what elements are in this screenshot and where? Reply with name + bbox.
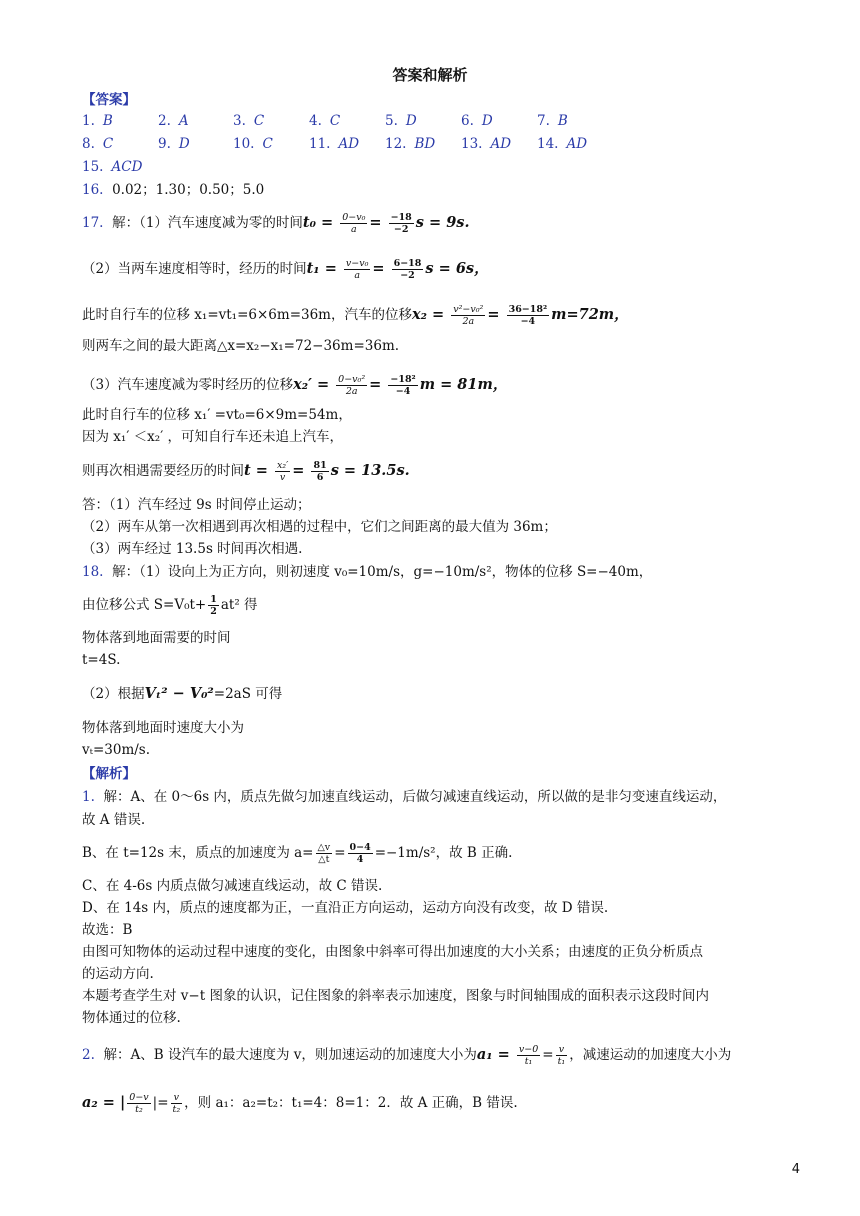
answer-item — [537, 133, 587, 156]
answer-item — [461, 133, 511, 156]
q17-line-1: 17. 解：（1）汽车速度减为零的时间t₀ = $\frac{\text{0−v₀}}{a}$ = $\frac{-18}{-2}$ s = 9s. — [82, 212, 470, 235]
q17-answer-2: （2）两车从第一次相遇到再次相遇的过程中，它们之间距离的最大值为 36m； — [82, 519, 557, 535]
e1-line-2: 故 A 错误. — [82, 812, 146, 828]
answer-number: 4. — [309, 113, 322, 129]
answer-number: 13. — [461, 136, 483, 152]
q17-line-5: （3）汽车速度减为零时经历的位移x₂′ = $\frac{\text{0−v₀²}}{2a}$ = $\frac{\text{−18²}}{-4}$ m = 81m， — [82, 374, 508, 397]
answer-16-text: 0.02；1.30；0.50；5.0 — [112, 182, 265, 198]
e1-line-7: 由图可知物体的运动过程中速度的变化，由图象中斜率可得出加速度的大小关系；由速度的正负分析质点 — [82, 944, 703, 960]
q18-line-2: 由位移公式 S=V₀t+ $\frac{1}{2}$ at² 得 — [82, 594, 258, 617]
q17-answer-3: （3）两车经过 13.5s 时间再次相遇. — [82, 541, 303, 557]
answer-value: C — [329, 113, 341, 129]
answer-value: C — [253, 113, 265, 129]
q17-line-6: 此时自行车的位移 x₁′ =vt₀=6×9m=54m， — [82, 407, 352, 423]
answer-item — [385, 110, 417, 133]
answer-number: 2. — [158, 113, 171, 129]
solution-number: 18. — [82, 564, 104, 580]
page-number: 4 — [791, 1162, 800, 1177]
answer-item — [82, 133, 113, 156]
answer-value: BD — [414, 136, 436, 152]
answer-item — [461, 110, 493, 133]
answer-item — [309, 110, 340, 133]
page-title: 答案和解析 — [392, 66, 468, 84]
e1-line-4: C、在 4-6s 内质点做匀减速直线运动，故 C 错误. — [82, 878, 383, 894]
e1-line-5: D、在 14s 内，质点的速度都为正，一直沿正方向运动，运动方向没有改变，故 D 错误. — [82, 900, 609, 916]
answer-number: 8. — [82, 136, 95, 152]
q18-line-1: 18. 解：（1）设向上为正方向，则初速度 v₀=10m/s，g=−10m/s²，物体的位移 S=−40m， — [82, 564, 653, 580]
e2-line-2: a₂ = | $\frac{0-v}{\text{t₂}}$ |= $\frac{v}{\text{t₂}}$ ，则 a₁：a₂=t₂：t₁=4：8=1：2．故 A 正确，B 错误. — [82, 1092, 518, 1115]
answer-value: AD — [490, 136, 512, 152]
e1-line-3: B、在 t=12s 末，质点的加速度为 a= $\frac{\triangle v}{\triangle t}$ = $\frac{0-4}{4}$ =−1m/s²，故 B 正确. — [82, 842, 513, 865]
answer-value: C — [102, 136, 114, 152]
answer-value: AD — [338, 136, 360, 152]
answer-number: 9. — [158, 136, 171, 152]
analysis-heading: 【解析】 — [82, 766, 136, 782]
q18-line-3: 物体落到地面需要的时间 — [82, 630, 231, 646]
q17-line-4: 则两车之间的最大距离△x=x₂−x₁=72−36m=36m. — [82, 338, 400, 354]
answer-number: 3. — [233, 113, 246, 129]
answers-heading: 【答案】 — [82, 92, 136, 108]
e1-line-1: 1. 解：A、在 0～6s 内，质点先做匀加速直线运动，后做匀减速直线运动，所以做的是非匀变速直线运动， — [82, 789, 727, 805]
answer-16 — [82, 180, 800, 200]
answer-value: A — [178, 113, 189, 129]
answer-item — [82, 110, 113, 133]
solution-number: 17. — [82, 215, 104, 231]
answer-number: 16. — [82, 182, 104, 198]
explanation-number: 1. — [82, 789, 95, 805]
answer-value: C — [262, 136, 273, 152]
answer-value: D — [405, 113, 417, 129]
e1-line-9: 本题考查学生对 v−t 图象的认识，记住图象的斜率表示加速度，图象与时间轴围成的面积表示这段时间内 — [82, 988, 709, 1004]
answer-number: 11. — [309, 136, 331, 152]
q18-line-5: （2）根据Vₜ² − V₀²=2aS 可得 — [82, 685, 283, 702]
q17-line-8: 则再次相遇需要经历的时间t = $\frac{\text{x₂′}}{v}$ = $\frac{81}{6}$ s = 13.5s. — [82, 460, 410, 483]
q18-line-4: t=4S. — [82, 652, 121, 668]
e1-line-10: 物体通过的位移. — [82, 1010, 181, 1026]
answer-value: D — [178, 136, 190, 152]
q17-line-7: 因为 x₁′ ＜x₂′ ，可知自行车还未追上汽车， — [82, 429, 344, 445]
e1-line-8: 的运动方向. — [82, 966, 154, 982]
answer-item — [158, 110, 189, 133]
answer-number: 6. — [461, 113, 474, 129]
e2-line-1: 2. 解：A、B 设汽车的最大速度为 v，则加速运动的加速度大小为a₁ = $\frac{v-0}{\text{t₁}}$ = $\frac{v}{\text{t₁}}$ ，减速运动的加速度大小为 — [82, 1044, 732, 1067]
q17-answer-1: 答：（1）汽车经过 9s 时间停止运动； — [82, 497, 311, 513]
q18-line-7: vₜ=30m/s. — [82, 742, 151, 758]
answer-item — [158, 133, 190, 156]
answer-number: 12. — [385, 136, 407, 152]
answer-number: 15. — [82, 159, 104, 175]
answer-value: D — [481, 113, 493, 129]
answer-value: ACD — [111, 159, 143, 175]
answer-number: 5. — [385, 113, 398, 129]
answer-value: AD — [566, 136, 588, 152]
answer-number: 1. — [82, 113, 95, 129]
e1-line-6: 故选：B — [82, 922, 133, 938]
answer-number: 10. — [233, 136, 255, 152]
answer-value: B — [557, 113, 568, 129]
explanation-number: 2. — [82, 1047, 95, 1063]
answer-item — [233, 133, 273, 156]
q17-line-2: （2）当两车速度相等时，经历的时间t₁ = $\frac{\text{v−v₀}}{a}$ = $\frac{6-18}{-2}$ s = 6s， — [82, 258, 489, 281]
answer-item — [82, 156, 142, 179]
answer-item — [385, 133, 435, 156]
answer-number: 7. — [537, 113, 550, 129]
answer-item — [537, 110, 568, 133]
answer-number: 14. — [537, 136, 559, 152]
answer-value: B — [102, 113, 113, 129]
q17-line-3: 此时自行车的位移 x₁=vt₁=6×6m=36m，汽车的位移x₂ = $\frac{\text{v²−v₀²}}{2a}$ = $\frac{\text{36−18²}}{-4}$ m=72m， — [82, 304, 629, 327]
answer-item — [233, 110, 264, 133]
q18-line-6: 物体落到地面时速度大小为 — [82, 720, 244, 736]
answer-item — [309, 133, 359, 156]
